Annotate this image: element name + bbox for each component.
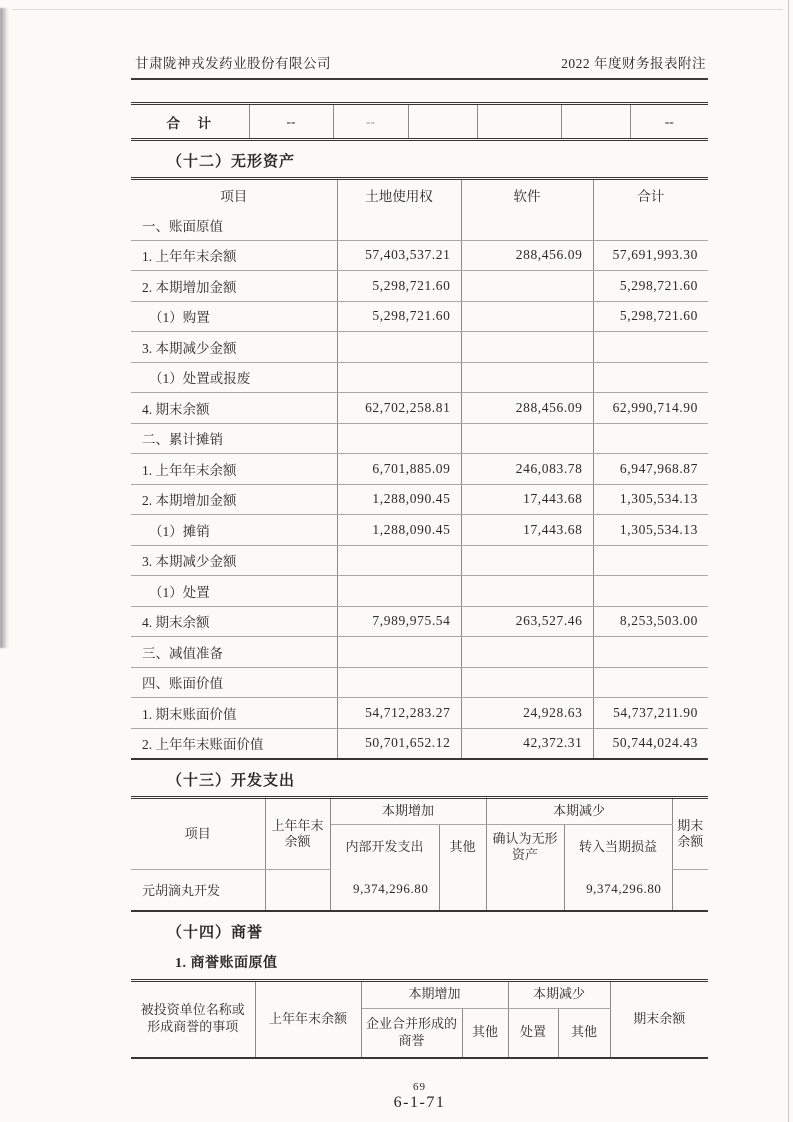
cell-software <box>461 637 593 668</box>
cell-item: （1）摊销 <box>131 515 337 546</box>
goodwill-subtitle: 1. 商誉账面原值 <box>175 955 278 971</box>
cell-software: 42,372.31 <box>461 728 593 759</box>
intangible-row <box>131 515 708 546</box>
group-header-decrease: 本期减少 <box>508 980 610 1008</box>
cell-total: 1,305,534.13 <box>593 484 708 515</box>
cell-total: 5,298,721.60 <box>593 271 708 302</box>
dev-header-row-1 <box>131 798 708 825</box>
col-header-to-profit-loss: 转入当期损益 <box>564 825 672 870</box>
page-number-big: 6-1-71 <box>393 1093 446 1111</box>
cell-total <box>593 576 708 607</box>
cell-land: 1,288,090.45 <box>337 484 461 515</box>
cell-land <box>337 210 461 240</box>
cell-to-profit-loss: 9,374,296.80 <box>564 869 672 911</box>
cell-item: （1）购置 <box>131 301 337 332</box>
cell-total: 8,253,503.00 <box>593 606 708 637</box>
cell-item: 1. 上年年末余额 <box>131 454 337 485</box>
col-header-closing: 期末余额 <box>610 980 708 1058</box>
cell-total: 5,298,721.60 <box>593 301 708 332</box>
scan-edge-left-shadow <box>0 8 9 648</box>
intangible-row <box>131 484 708 515</box>
section-14-title: （十四）商誉 <box>167 924 264 941</box>
intangible-row <box>131 301 708 332</box>
cell-land: 6,701,885.09 <box>337 454 461 485</box>
cell-item: 4. 期末余额 <box>131 606 337 637</box>
cell-total: 62,990,714.90 <box>593 393 708 424</box>
cell-software <box>461 423 593 454</box>
cell-total: 50,744,024.43 <box>593 728 708 759</box>
cell-item: 3. 本期减少金额 <box>131 332 337 363</box>
cell-total: 6,947,968.87 <box>593 454 708 485</box>
intangible-row <box>131 728 708 759</box>
page-number-small: 69 <box>413 1080 426 1093</box>
intangible-row <box>131 362 708 393</box>
cell-item: 1. 上年年末余额 <box>131 240 337 271</box>
col-header-internal-spend: 内部开发支出 <box>330 825 439 870</box>
cell-total: 57,691,993.30 <box>593 240 708 271</box>
total-row <box>131 104 708 140</box>
page-content <box>131 0 708 1112</box>
intangible-row <box>131 606 708 637</box>
cell-land: 62,702,258.81 <box>337 393 461 424</box>
cell-item: （1）处置 <box>131 576 337 607</box>
cell-item: 元胡滴丸开发 <box>131 869 265 911</box>
cell-total: 54,737,211.90 <box>593 698 708 729</box>
cell-land <box>337 332 461 363</box>
cell-software: 17,443.68 <box>461 515 593 546</box>
company-name: 甘肃陇神戎发药业股份有限公司 <box>135 56 331 71</box>
col-header-opening: 上年年末余额 <box>255 980 361 1058</box>
cell-land: 1,288,090.45 <box>337 515 461 546</box>
intangible-row <box>131 210 708 240</box>
cell-total <box>593 667 708 698</box>
intangible-row <box>131 576 708 607</box>
col-header-disposal: 处置 <box>508 1008 558 1058</box>
total-cell <box>561 104 630 140</box>
cell-land <box>337 667 461 698</box>
cell-software <box>461 545 593 576</box>
intangible-header-row <box>131 179 708 211</box>
development-row <box>131 869 708 911</box>
section-13-title: （十三）开发支出 <box>167 773 296 789</box>
cell-land: 57,403,537.21 <box>337 240 461 271</box>
total-cell <box>477 104 561 140</box>
cell-land <box>337 423 461 454</box>
intangible-row <box>131 332 708 363</box>
col-header-closing: 期末余额 <box>672 798 708 870</box>
report-title: 2022 年度财务报表附注 <box>561 56 706 71</box>
cell-total <box>593 210 708 240</box>
cell-item: 一、账面原值 <box>131 210 337 240</box>
col-header-recognized-intangible: 确认为无形资产 <box>486 825 564 870</box>
cell-land <box>337 362 461 393</box>
col-header-opening: 上年年末余额 <box>265 798 330 870</box>
cell-item: 二、累计摊销 <box>131 423 337 454</box>
cell-software: 17,443.68 <box>461 484 593 515</box>
carryover-total-table <box>131 102 708 141</box>
total-row-label: 合 计 <box>131 104 249 140</box>
cell-increase-other <box>439 869 486 911</box>
col-header-investee-name: 被投资单位名称或形成商誉的事项 <box>131 980 255 1058</box>
group-header-decrease: 本期减少 <box>486 798 672 825</box>
cell-land: 54,712,283.27 <box>337 698 461 729</box>
cell-land: 5,298,721.60 <box>337 301 461 332</box>
development-expenditure-table <box>131 796 708 912</box>
total-cell: -- <box>249 104 333 140</box>
cell-internal-spend: 9,374,296.80 <box>330 869 439 911</box>
total-cell: -- <box>630 104 708 140</box>
cell-item: 3. 本期减少金额 <box>131 545 337 576</box>
cell-total <box>593 332 708 363</box>
cell-item: 三、减值准备 <box>131 637 337 668</box>
cell-total: 1,305,534.13 <box>593 515 708 546</box>
cell-land <box>337 545 461 576</box>
cell-item: 四、账面价值 <box>131 667 337 698</box>
intangible-row <box>131 667 708 698</box>
cell-closing <box>672 869 708 911</box>
cell-software: 288,456.09 <box>461 393 593 424</box>
intangible-row <box>131 637 708 668</box>
goodwill-header-row-1 <box>131 980 708 1008</box>
intangible-row <box>131 698 708 729</box>
cell-land: 7,989,975.54 <box>337 606 461 637</box>
page-footer <box>131 1081 708 1112</box>
col-header-total: 合计 <box>593 179 708 211</box>
cell-opening <box>265 869 330 911</box>
cell-software <box>461 210 593 240</box>
cell-land <box>337 637 461 668</box>
col-header-land: 土地使用权 <box>337 179 461 211</box>
cell-item: 2. 本期增加金额 <box>131 271 337 302</box>
goodwill-table <box>131 979 708 1059</box>
scan-edge-right-line <box>788 0 789 1122</box>
intangible-row <box>131 271 708 302</box>
cell-software <box>461 667 593 698</box>
cell-software: 263,527.46 <box>461 606 593 637</box>
col-header-increase-other: 其他 <box>439 825 486 870</box>
cell-software <box>461 271 593 302</box>
cell-item: 4. 期末余额 <box>131 393 337 424</box>
intangible-row <box>131 454 708 485</box>
col-header-software: 软件 <box>461 179 593 211</box>
cell-software <box>461 362 593 393</box>
cell-item: （1）处置或报废 <box>131 362 337 393</box>
col-header-item: 项目 <box>131 798 265 870</box>
group-header-increase: 本期增加 <box>330 798 486 825</box>
cell-item: 1. 期末账面价值 <box>131 698 337 729</box>
cell-total <box>593 637 708 668</box>
cell-software <box>461 332 593 363</box>
cell-land <box>337 576 461 607</box>
cell-software: 288,456.09 <box>461 240 593 271</box>
cell-item: 2. 上年年末账面价值 <box>131 728 337 759</box>
total-cell: -- <box>333 104 408 140</box>
cell-software: 24,928.63 <box>461 698 593 729</box>
cell-total <box>593 362 708 393</box>
cell-land: 50,701,652.12 <box>337 728 461 759</box>
document-header <box>131 52 708 80</box>
cell-software: 246,083.78 <box>461 454 593 485</box>
section-12-title: （十二）无形资产 <box>167 154 296 170</box>
cell-total <box>593 423 708 454</box>
intangible-row <box>131 393 708 424</box>
cell-item: 2. 本期增加金额 <box>131 484 337 515</box>
cell-recognized-intangible <box>486 869 564 911</box>
col-header-decrease-other: 其他 <box>558 1008 610 1058</box>
group-header-increase: 本期增加 <box>361 980 508 1008</box>
cell-software <box>461 301 593 332</box>
total-cell <box>408 104 477 140</box>
col-header-increase-other: 其他 <box>462 1008 508 1058</box>
intangible-assets-table <box>131 177 708 760</box>
col-header-item: 项目 <box>131 179 337 211</box>
intangible-row <box>131 545 708 576</box>
col-header-merger-goodwill: 企业合并形成的商誉 <box>361 1008 462 1058</box>
cell-land: 5,298,721.60 <box>337 271 461 302</box>
cell-software <box>461 576 593 607</box>
cell-total <box>593 545 708 576</box>
intangible-row <box>131 240 708 271</box>
intangible-row <box>131 423 708 454</box>
